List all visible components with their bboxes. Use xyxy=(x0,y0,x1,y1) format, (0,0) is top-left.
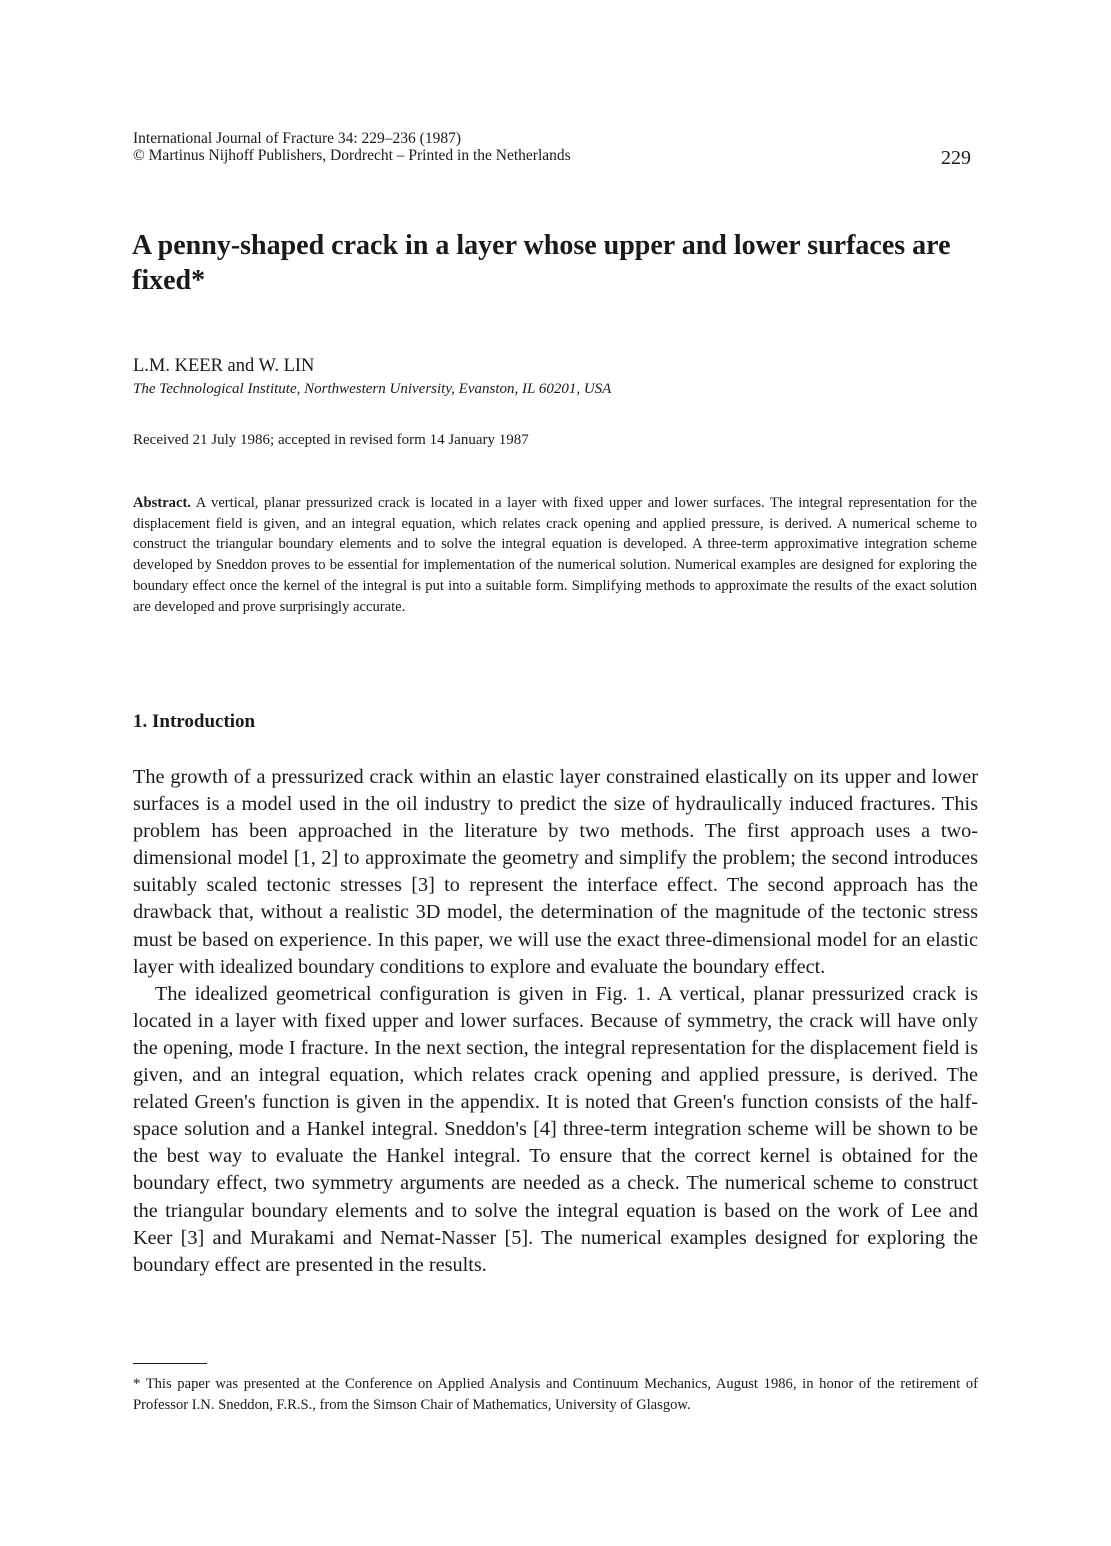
received-date: Received 21 July 1986; accepted in revised form 14 January 1987 xyxy=(133,432,529,448)
paragraph: The growth of a pressurized crack within an elastic layer constrained elastically on its upper and lower surfaces is a model used in the oil industry to predict the size of hydraulically induced fractures. This problem has been approached in the literature by two methods. The first approach uses a two-dimensional model [1, 2] to approximate the geometry and simplify the problem; the second introduces suitably scaled tectonic stresses [3] to represent the interface effect. The second approach has the drawback that, without a realistic 3D model, the determination of the magnitude of the tectonic stress must be based on experience. In this paper, we will use the exact three-dimensional model for an elastic layer with idealized boundary conditions to explore and evaluate the boundary effect. xyxy=(133,766,978,978)
publisher-line: © Martinus Nijhoff Publishers, Dordrecht – Printed in the Netherlands xyxy=(133,147,571,164)
footnote-divider xyxy=(133,1363,207,1364)
journal-citation: International Journal of Fracture 34: 229–236 (1987) xyxy=(133,130,461,147)
abstract xyxy=(133,493,977,617)
page-number: 229 xyxy=(941,147,971,169)
authors: L.M. KEER and W. LIN xyxy=(133,356,315,376)
journal-header xyxy=(133,130,571,164)
abstract-label: Abstract. xyxy=(133,495,191,511)
abstract-text: A vertical, planar pressurized crack is located in a layer with fixed upper and lower surfaces. The integral representation for the displacement field is given, and an integral equation, which relates crack opening and applied pressure, is derived. A numerical scheme to construct the triangular boundary elements and to solve the integral equation is developed. A three-term approximative integration scheme developed by Sneddon proves to be essential for implementation of the numerical solution. Numerical examples are designed for exploring the boundary effect once the kernel of the integral is put into a suitable form. Simplifying methods to approximate the results of the exact solution are developed and prove surprisingly accurate. xyxy=(133,495,977,615)
footnote: * This paper was presented at the Conference on Applied Analysis and Continuum Mechanics, August 1986, in honor of the retirement of Professor I.N. Sneddon, F.R.S., from the Simson Chair of Mathematics, University of Glasgow. xyxy=(133,1376,978,1413)
introduction-body xyxy=(133,764,978,1279)
section-heading-introduction: 1. Introduction xyxy=(133,711,256,732)
affiliation: The Technological Institute, Northwestern University, Evanston, IL 60201, USA xyxy=(133,381,612,397)
article-title: A penny-shaped crack in a layer whose upper and lower surfaces are fixed* xyxy=(132,230,951,296)
paragraph: The idealized geometrical configuration is given in Fig. 1. A vertical, planar pressurized crack is located in a layer with fixed upper and lower surfaces. Because of symmetry, the crack will have only the opening, mode I fracture. In the next section, the integral representation for the displacement field is given, and an integral equation, which relates crack opening and applied pressure, is derived. The related Green's function is given in the appendix. It is noted that Green's function consists of the half-space solution and a Hankel integral. Sneddon's [4] three-term integration scheme will be shown to be the best way to evaluate the Hankel integral. To ensure that the correct kernel is obtained for the boundary effect, two symmetry arguments are needed as a check. The numerical scheme to construct the triangular boundary elements and to solve the integral equation is based on the work of Lee and Keer [3] and Murakami and Nemat-Nasser [5]. The numerical examples designed for exploring the boundary effect are presented in the results. xyxy=(133,982,978,1276)
